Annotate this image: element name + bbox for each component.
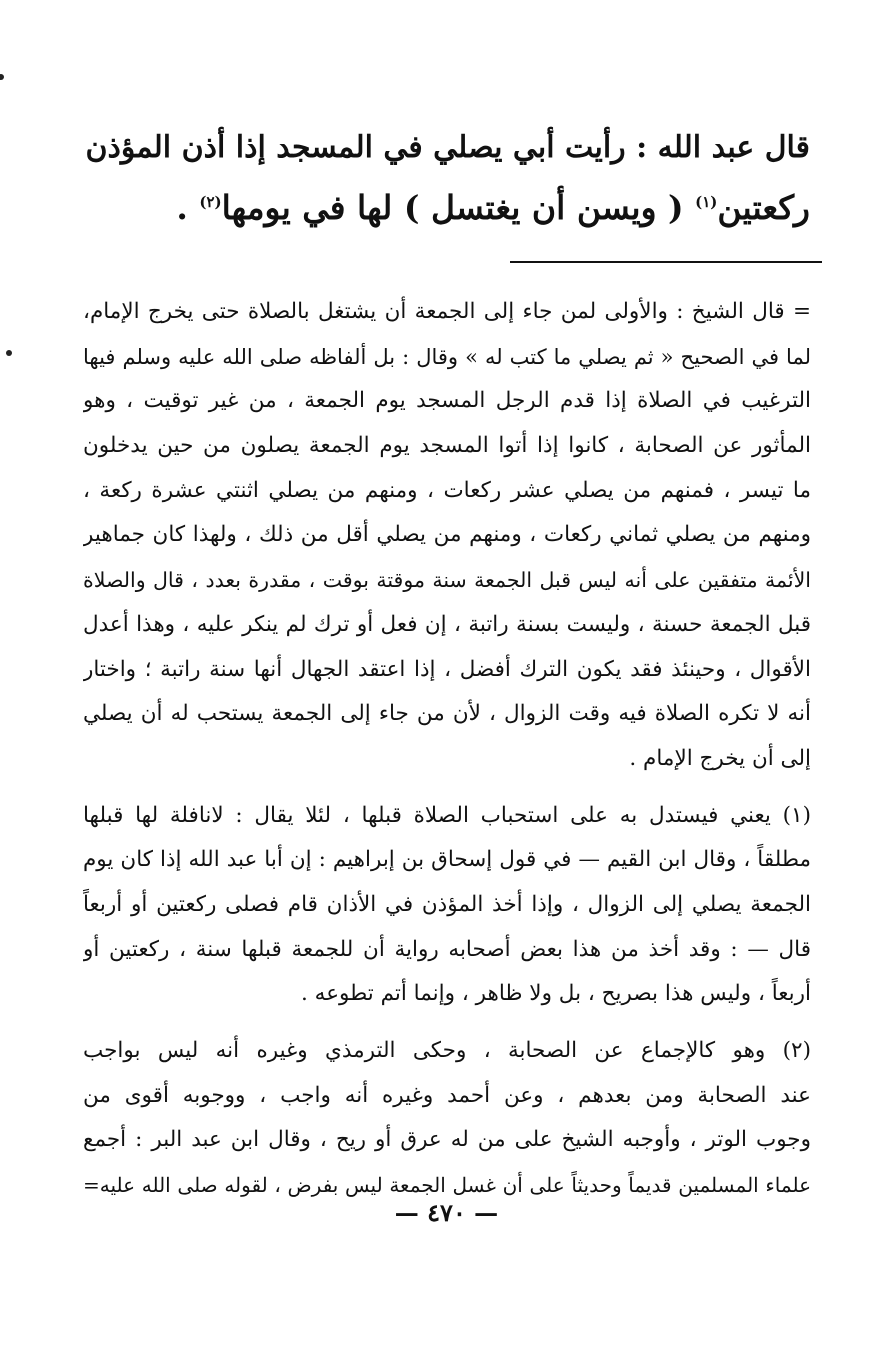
main-line-2-part-b: ( ويسن أن يغتسل ) لها في يومها — [221, 188, 684, 227]
page-number: — ٤٧٠ — — [394, 1198, 499, 1227]
margin-mark-middle — [6, 350, 12, 356]
main-text — [75, 118, 810, 238]
note-line: قال — : وقد أخذ من هذا بعض أصحابه رواية أن للجمعة قبلها سنة ، ركعتين أو — [83, 936, 811, 962]
footnotes — [83, 290, 811, 1208]
note-line: ومنهم من يصلي ثماني ركعات ، ومنهم من يصلي أقل من ذلك ، ولهذا كان جماهير — [83, 522, 811, 548]
note-line: أربعاً ، وليس هذا بصريح ، بل ولا ظاهر ، وإنما أتم تطوعه . — [301, 981, 811, 1007]
footnote-continuation — [83, 290, 811, 782]
note-line: المأثور عن الصحابة ، كانوا إذا أتوا المسجد يوم الجمعة يصلون من حين يدخلون — [83, 433, 811, 459]
main-line-2-period: . — [176, 188, 188, 227]
note-line: الترغيب في الصلاة إذا قدم الرجل المسجد يوم الجمعة ، من غير توقيت ، وهو — [83, 388, 811, 414]
footnote-2 — [83, 1029, 811, 1208]
main-line-1: قال عبد الله : رأيت أبي يصلي في المسجد إذا أذن المؤذن — [85, 130, 810, 165]
note-line: ما تيسر ، فمنهم من يصلي عشر ركعات ، ومنهم من يصلي اثنتي عشرة ركعة ، — [83, 477, 811, 503]
note-line: الأئمة متفقين على أنه ليس قبل الجمعة سنة موقتة بوقت ، مقدرة بعدد ، قال والصلاة — [83, 568, 811, 593]
note-line: علماء المسلمين قديماً وحديثاً على أن غسل الجمعة ليس بفرض ، لقوله صلى الله عليه= — [83, 1173, 811, 1198]
margin-mark-top — [0, 74, 4, 80]
footnote-ref-1: (١) — [695, 193, 718, 211]
main-line-2-part-a: ركعتين — [717, 188, 810, 227]
note-line: إلى أن يخرج الإمام . — [629, 745, 811, 771]
footnote-1 — [83, 794, 811, 1017]
note-line: عند الصحابة ومن بعدهم ، وعن أحمد وغيره أنه واجب ، ووجوبه أقوى من — [83, 1082, 811, 1108]
note-line: وجوب الوتر ، وأوجبه الشيخ على من له عرق أو ريح ، وقال ابن عبد البر : أجمع — [83, 1127, 811, 1153]
footnote-ref-2: (٢) — [199, 193, 222, 211]
note-line: (١) يعني فيستدل به على استحباب الصلاة قبلها ، لئلا يقال : لانافلة لها قبلها — [83, 802, 811, 828]
note-line: الأقوال ، وحينئذ فقد يكون الترك أفضل ، إذا اعتقد الجهال أنها سنة راتبة ؛ واختار — [83, 656, 811, 682]
note-line: قبل الجمعة حسنة ، وليست بسنة راتبة ، إن فعل أو ترك لم ينكر عليه ، وهذا أعدل — [83, 611, 811, 637]
note-line: الجمعة يصلي إلى الزوال ، وإذا أخذ المؤذن في الأذان قام فصلى ركعتين أو أربعاً — [83, 891, 811, 917]
note-line: لما في الصحيح « ثم يصلي ما كتب له » وقال : بل ألفاظه صلى الله عليه وسلم فيها — [83, 344, 811, 369]
note-line: = قال الشيخ : والأولى لمن جاء إلى الجمعة أن يشتغل بالصلاة حتى يخرج الإمام، — [83, 299, 811, 324]
note-line: مطلقاً ، وقال ابن القيم — في قول إسحاق بن إبراهيم : إن أبا عبد الله إذا كان يوم — [83, 847, 811, 873]
note-line: (٢) وهو كالإجماع عن الصحابة ، وحكى الترمذي وغيره أنه ليس بواجب — [83, 1038, 811, 1063]
note-line: أنه لا تكره الصلاة فيه وقت الزوال ، لأن من جاء إلى الجمعة يستحب له أن يصلي — [83, 701, 811, 727]
footnote-separator — [510, 261, 822, 263]
main-line-2 — [75, 178, 810, 238]
